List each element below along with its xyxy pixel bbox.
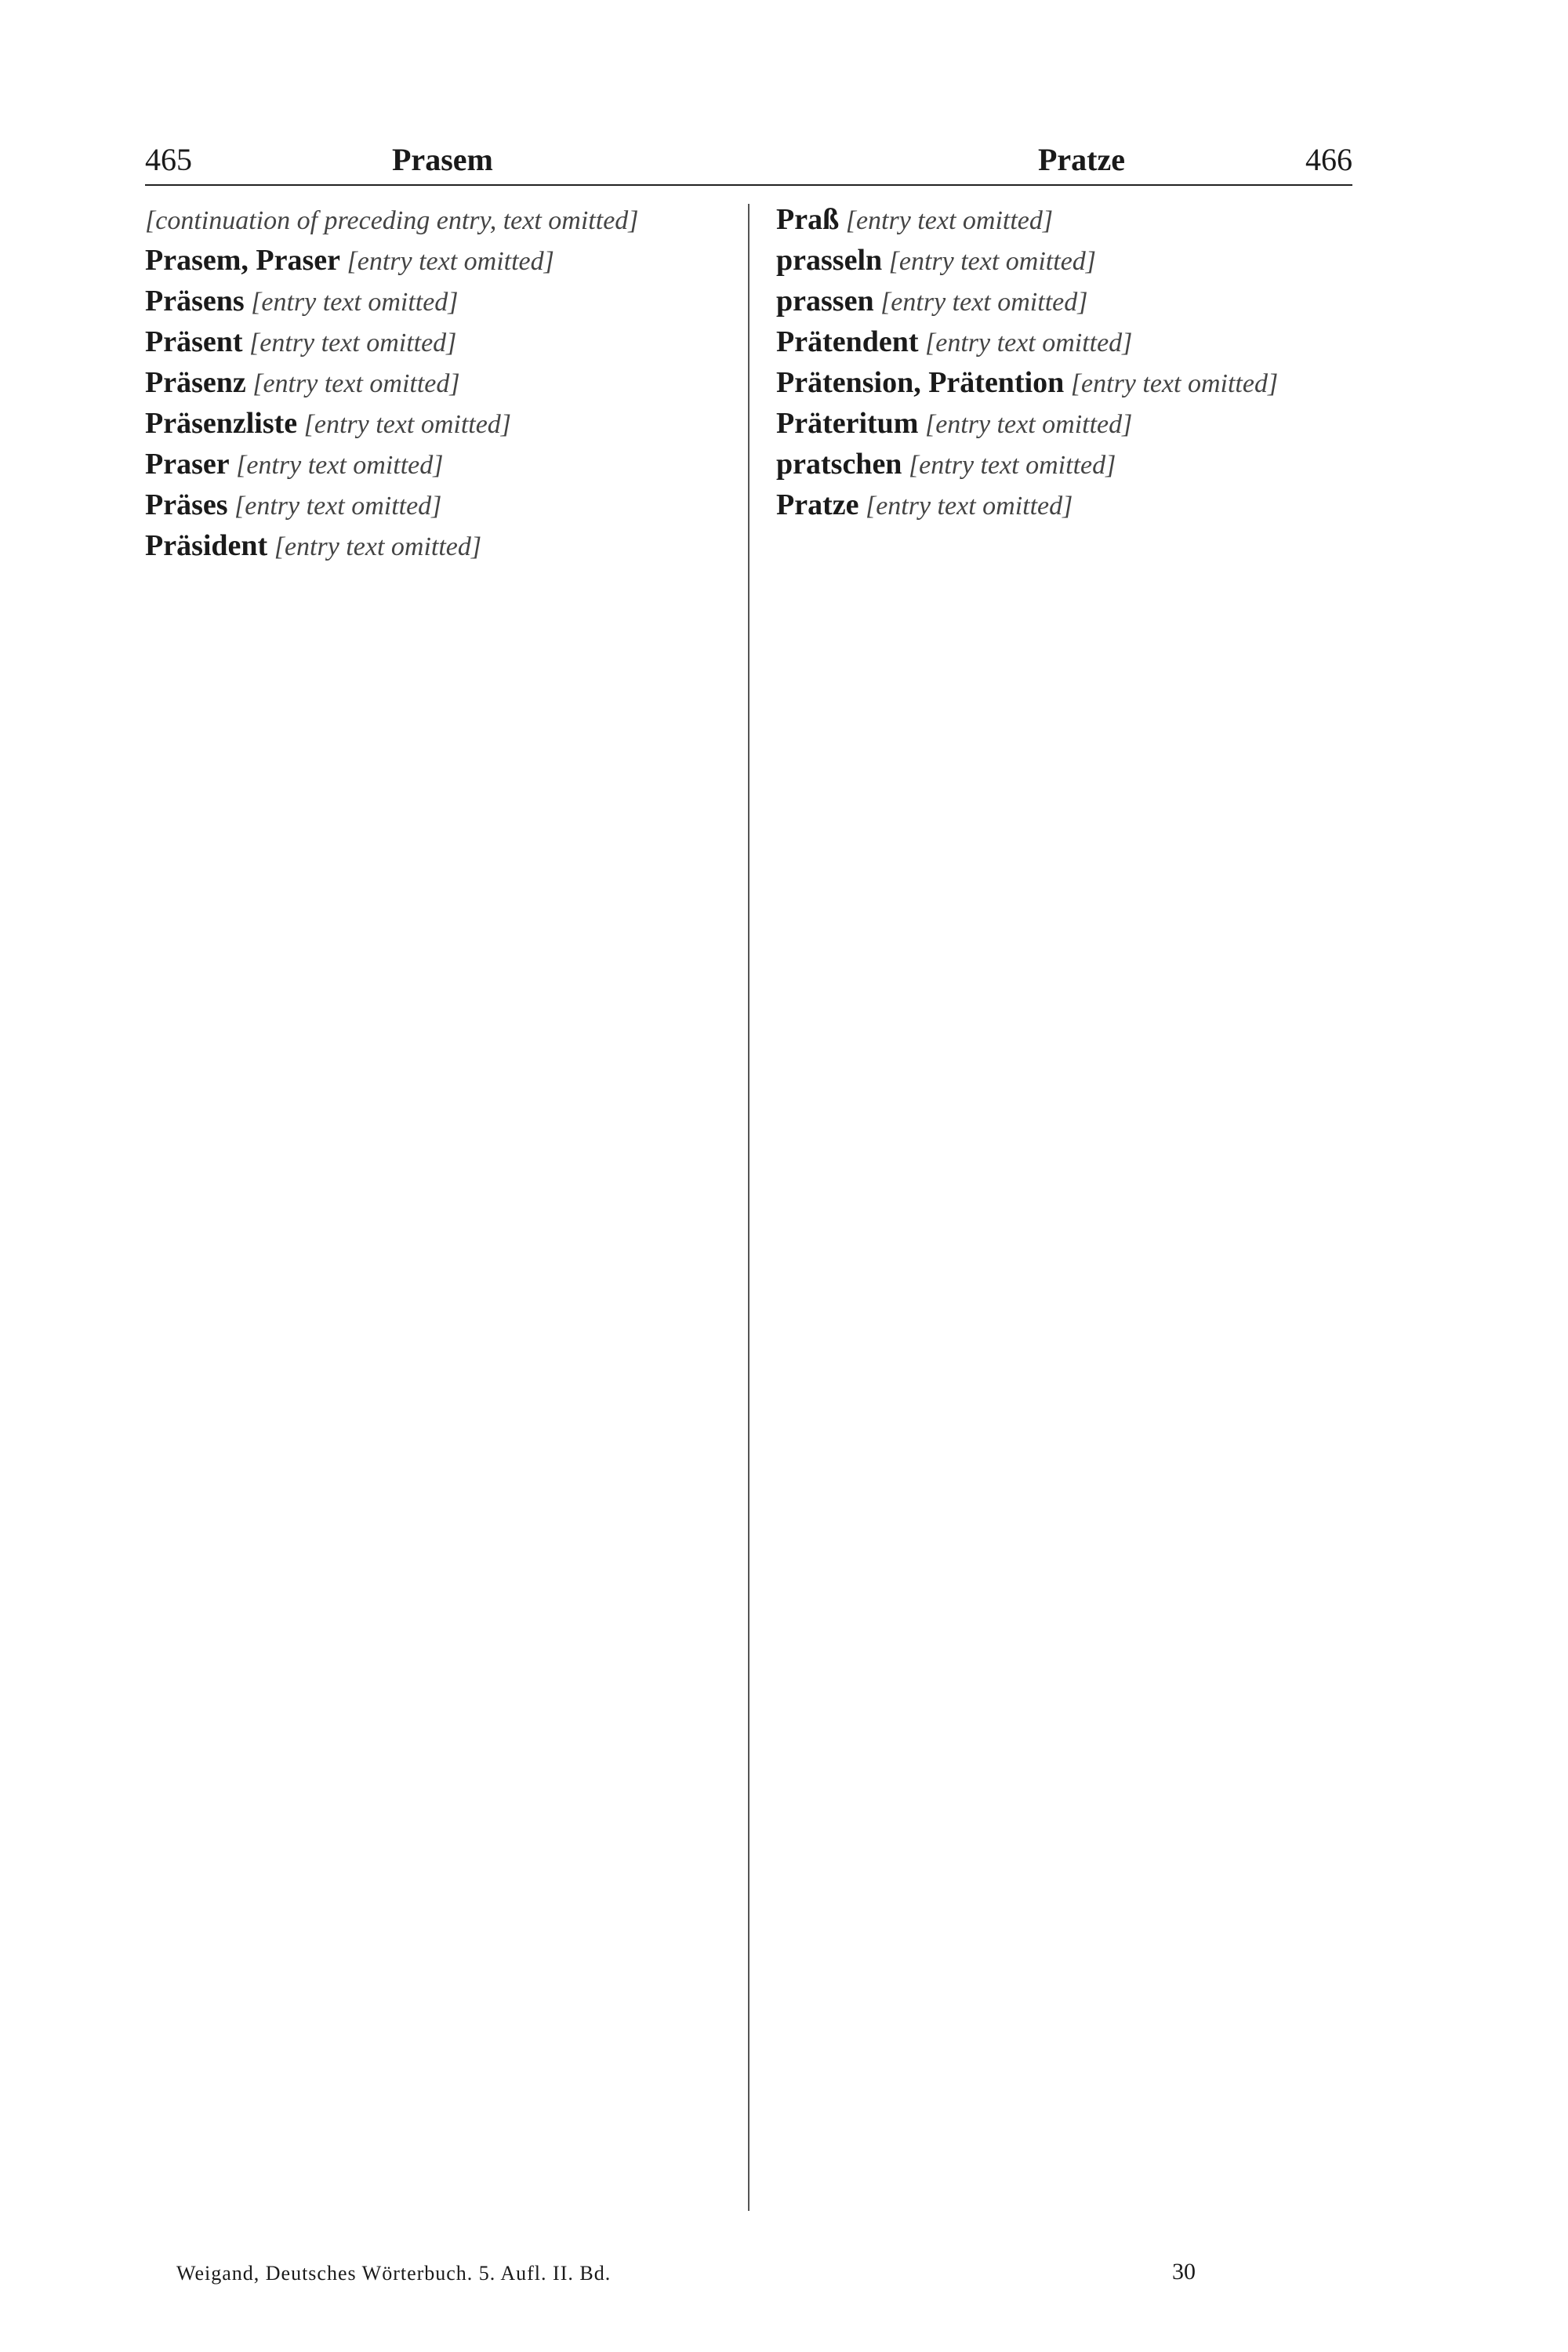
running-head-right: Pratze [1037,142,1125,177]
entry-columns [145,204,1352,2211]
entry-headword: Präsent [145,325,243,358]
entry-headword: Prasem, Praser [145,244,340,277]
entry-text: [entry text omitted] [924,410,1133,439]
dictionary-entry [776,285,1352,318]
entry-text: [continuation of preceding entry, text omitted] [145,206,639,235]
entry-text: [entry text omitted] [347,247,554,276]
dictionary-entry [145,489,721,522]
dictionary-entry [776,408,1352,441]
entry-text: [entry text omitted] [865,492,1073,521]
entry-headword: Prätendent [776,325,919,358]
entry-headword: Präsens [145,285,245,318]
page-number-right: 466 [1305,142,1352,177]
dictionary-entry [776,489,1352,522]
entry-text: [entry text omitted] [845,206,1054,235]
dictionary-entry [776,367,1352,400]
dictionary-entry [145,408,721,441]
entry-headword: pratschen [776,448,902,481]
running-head-left: Prasem [392,142,493,177]
entry-headword: Präteritum [776,407,919,440]
entry-text: [entry text omitted] [274,532,482,561]
dictionary-entry [776,245,1352,278]
entry-text: [entry text omitted] [1070,369,1279,398]
entry-headword: Praser [145,448,230,481]
dictionary-entry [145,530,721,563]
entry-headword: Praß [776,203,840,236]
entry-headword: Pratze [776,488,859,521]
entry-text: [entry text omitted] [249,328,457,358]
entry-text: [entry text omitted] [236,451,444,480]
dictionary-entry [145,326,721,359]
dictionary-entry [145,367,721,400]
dictionary-entry [145,448,721,481]
dictionary-page [145,137,1352,2301]
signature-mark: 30 [1172,2259,1196,2285]
right-column [776,204,1352,530]
entry-text: [entry text omitted] [252,369,460,398]
entry-text: [entry text omitted] [251,288,459,317]
dictionary-entry [776,448,1352,481]
entry-headword: prasseln [776,244,883,277]
dictionary-entry [145,285,721,318]
entry-headword: Prätension, Prätention [776,366,1065,399]
dictionary-entry [145,245,721,278]
entry-text: [entry text omitted] [908,451,1116,480]
entry-headword: Präsenz [145,366,246,399]
entry-text: [entry text omitted] [303,410,512,439]
entry-text: [entry text omitted] [888,247,1097,276]
source-footer: Weigand, Deutsches Wörterbuch. 5. Aufl. II. Bd. [176,2262,612,2285]
left-column [145,204,721,571]
dictionary-entry [776,204,1352,237]
entry-text: [entry text omitted] [925,328,1133,358]
dictionary-entry [145,204,721,237]
page-header [145,137,1352,186]
entry-headword: Präsenzliste [145,407,298,440]
entry-headword: Präsident [145,529,268,562]
entry-text: [entry text omitted] [880,288,1088,317]
page-number-left: 465 [145,142,192,177]
column-divider [748,204,750,2211]
entry-headword: prassen [776,285,874,318]
entry-headword: Präses [145,488,228,521]
dictionary-entry [776,326,1352,359]
entry-text: [entry text omitted] [234,492,442,521]
